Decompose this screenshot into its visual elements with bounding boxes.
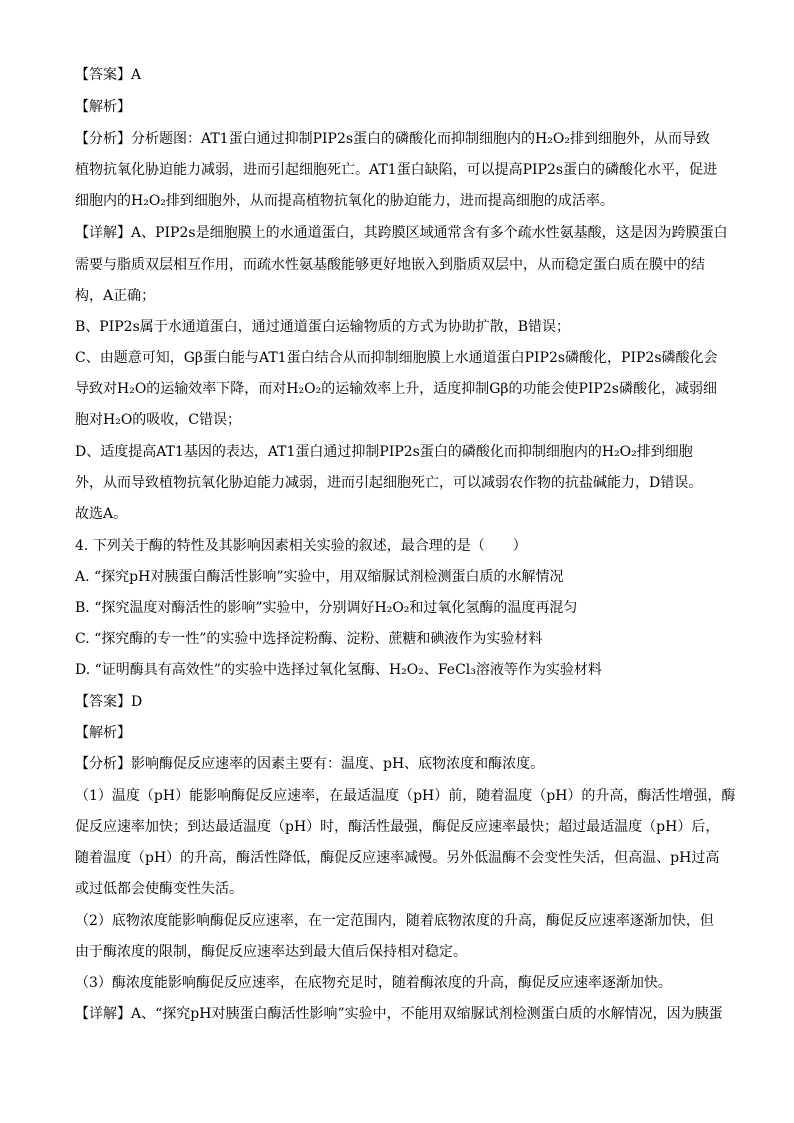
analysis-line: 由于酶浓度的限制，酶促反应速率达到最大值后保持相对稳定。 [75,944,467,960]
analysis-line: 促反应速率加快；到达最适温度（pH）时，酶活性最强，酶促反应速率最快；超过最适温度（pH）后， [75,819,720,835]
question-option-c: C. “探究酶的专一性”的实验中选择淀粉酶、淀粉、蔗糖和碘液作为实验材料 [75,631,543,647]
analysis-line: 植物抗氧化胁迫能力减弱，进而引起细胞死亡。AT1蛋白缺陷，可以提高PIP2s蛋白的磷酸化水平，促进 [75,162,718,178]
analysis-line: 【分析】分析题图：AT1蛋白通过抑制PIP2s蛋白的磷酸化而抑制细胞内的H₂O₂排到细胞外，从而导致 [75,131,710,147]
detail-line: B、PIP2s属于水通道蛋白，通过通道蛋白运输物质的方式为协助扩散，B错误； [75,319,571,335]
analysis-line: （2）底物浓度能影响酶促反应速率，在一定范围内，随着底物浓度的升高，酶促反应速率逐渐加快，但 [75,913,714,929]
detail-line: D、适度提高AT1基因的表达，AT1蛋白通过抑制PIP2s蛋白的磷酸化而抑制细胞内的H₂O₂排到细胞 [75,444,693,460]
analysis-line: 随着温度（pH）的升高，酶活性降低，酶促反应速率减慢。另外低温酶不会变性失活，但高温、pH过高 [75,850,720,866]
detail-line: 【详解】A、PIP2s是细胞膜上的水通道蛋白，其跨膜区域通常含有多个疏水性氨基酸，这是因为跨膜蛋白 [75,225,728,241]
analysis-line: 【分析】影响酶促反应速率的因素主要有：温度、pH、底物浓度和酶浓度。 [75,756,545,772]
analysis-line: 细胞内的H₂O₂排到细胞外，从而提高植物抗氧化的胁迫能力，进而提高细胞的成活率。 [75,193,614,209]
answer-label-2: 【答案】D [75,694,143,710]
detail-line: C、由题意可知，Gβ蛋白能与AT1蛋白结合从而抑制细胞膜上水通道蛋白PIP2s磷酸化，PIP2s磷酸化会 [75,350,718,366]
detail-line: 故选A。 [75,506,128,522]
answer-label-1: 【答案】A [75,67,142,83]
question-option-d: D. “证明酶具有高效性”的实验中选择过氧化氢酶、H₂O₂、FeCl₃溶液等作为实验材料 [75,662,602,678]
analysis-line: 或过低都会使酶变性失活。 [75,881,243,897]
detail-line: 需要与脂质双层相互作用，而疏水性氨基酸能够更好地嵌入到脂质双层中，从而稳定蛋白质在膜中的结 [75,257,705,273]
detail-line: 外，从而导致植物抗氧化胁迫能力减弱，进而引起细胞死亡，可以减弱农作物的抗盐碱能力，D错误。 [75,475,703,491]
explanation-heading-2: 【解析】 [75,725,131,741]
question-option-b: B. “探究温度对酶活性的影响”实验中，分别调好H₂O₂和过氧化氢酶的温度再混匀 [75,600,578,616]
detail-line: 导致对H₂O的运输效率下降，而对H₂O₂的运输效率上升，适度抑制Gβ的功能会使PIP2s磷酸化，减弱细 [75,381,717,397]
explanation-heading-1: 【解析】 [75,99,131,115]
detail-line: 胞对H₂O的吸收，C错误； [75,412,242,428]
analysis-line: （3）酶浓度能影响酶促反应速率，在底物充足时，随着酶浓度的升高，酶促反应速率逐渐加快。 [75,975,672,991]
analysis-line: （1）温度（pH）能影响酶促反应速率，在最适温度（pH）前，随着温度（pH）的升高，酶活性增强，酶 [75,788,736,804]
detail-line: 构，A正确； [75,288,156,304]
detail-line: 【详解】A、“探究pH对胰蛋白酶活性影响”实验中，不能用双缩脲试剂检测蛋白质的水解情况，因为胰蛋 [75,1006,723,1022]
question-option-a: A. “探究pH对胰蛋白酶活性影响”实验中，用双缩脲试剂检测蛋白质的水解情况 [75,569,564,585]
question-stem: 4. 下列关于酶的特性及其影响因素相关实验的叙述，最合理的是（ ） [75,538,527,554]
